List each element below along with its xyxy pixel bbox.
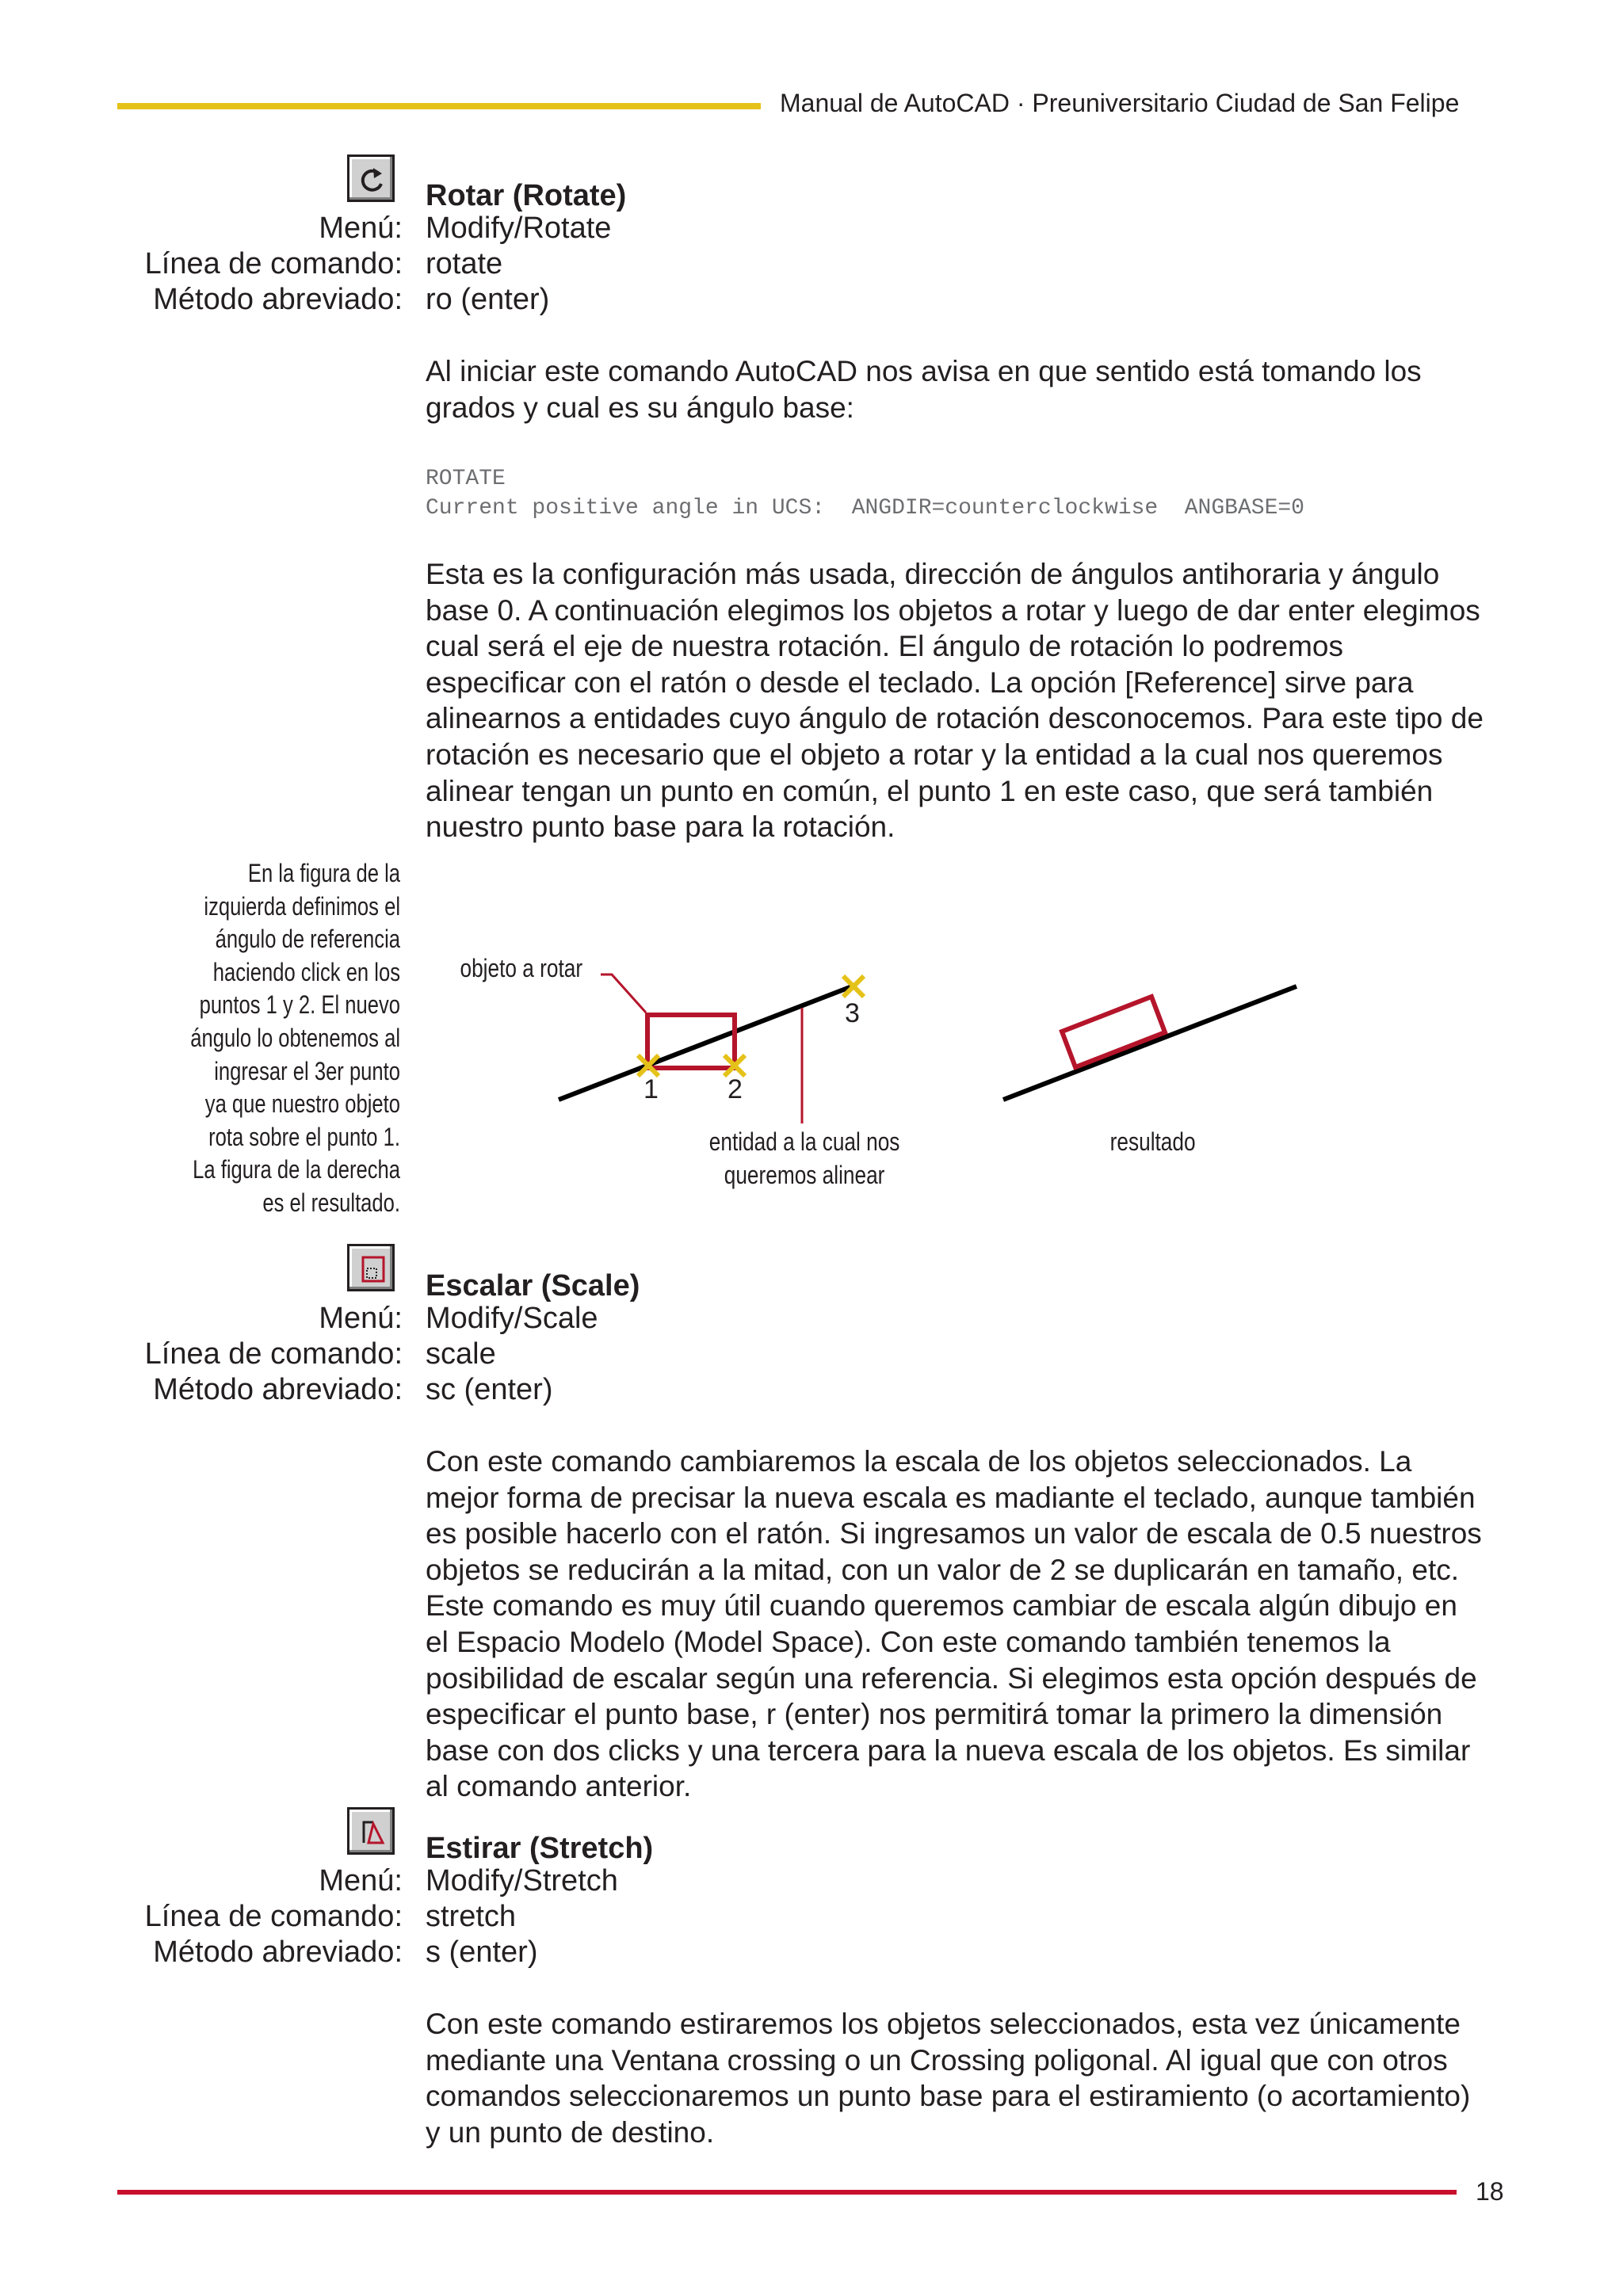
stretch-command-label: Línea de comando:	[144, 1900, 403, 1933]
stretch-body: Con este comando estiraremos los objetos seleccionados, esta vez únicamente mediante una Ventana crossing o un Crossing poligonal. Al igual que con otros comandos seleccionaremos un punto base para el estiramiento (o acortamiento) y un punto de destino.	[426, 2008, 1471, 2149]
figure-alignment-line	[559, 986, 852, 1100]
scale-menu-value: Modify/Scale	[426, 1302, 598, 1335]
figure-point-2: 2	[727, 1074, 743, 1104]
rotate-title: Rotar (Rotate)	[426, 179, 627, 212]
rotate-icon	[347, 154, 395, 202]
page-number: 18	[1476, 2177, 1504, 2206]
scale-command-label: Línea de comando:	[144, 1337, 403, 1371]
figure-point-1: 1	[643, 1074, 659, 1104]
rotate-menu-value: Modify/Rotate	[426, 212, 612, 245]
rotate-shortcut-value: ro (enter)	[426, 283, 550, 316]
stretch-shortcut-label: Método abreviado:	[153, 1936, 403, 1969]
rotate-menu-label: Menú:	[319, 212, 403, 245]
figure-result-line	[1003, 986, 1296, 1100]
rotate-command-value: rotate	[426, 247, 503, 280]
scale-shortcut-label: Método abreviado:	[153, 1373, 403, 1406]
figure-sidenote: En la figura de la izquierda definimos el ángulo de referencia haciendo click en los puntos 1 y 2. El nuevo ángulo lo obtenemos al ingresar el 3er punto ya que nuestro objeto rota sobre el punto 1. La figura de la derecha es el resultado.	[190, 859, 400, 1217]
rotate-figure	[444, 943, 1331, 1204]
rotate-code-line-1: ROTATE	[426, 467, 506, 491]
scale-menu-label: Menú:	[319, 1302, 403, 1335]
footer-rule	[117, 2190, 1457, 2195]
figure-point-3: 3	[845, 998, 860, 1028]
rotate-command-label: Línea de comando:	[144, 247, 403, 280]
scale-title: Escalar (Scale)	[426, 1269, 640, 1302]
stretch-command-value: stretch	[426, 1900, 517, 1933]
figure-label-object: objeto a rotar	[460, 955, 583, 983]
scale-command-value: scale	[426, 1337, 496, 1371]
stretch-shortcut-value: s (enter)	[426, 1936, 538, 1969]
stretch-icon	[347, 1807, 395, 1855]
figure-label-result: resultado	[1109, 1128, 1196, 1157]
rotate-shortcut-label: Método abreviado:	[153, 283, 403, 316]
figure-object-leader	[601, 974, 646, 1013]
header-rule	[117, 103, 761, 109]
scale-icon	[347, 1244, 395, 1291]
stretch-menu-label: Menú:	[319, 1864, 403, 1897]
stretch-title: Estirar (Stretch)	[426, 1832, 654, 1865]
rotate-body: Esta es la configuración más usada, dirección de ángulos antihoraria y ángulo base 0. A continuación elegimos los objetos a rotar y luego de dar enter elegimos cual será el eje de nuestra rotación. El ángulo de rotación lo podremos especificar con el ratón o desde el teclado. La opción [Reference] sirve para alinearnos a entidades cuyo ángulo de rotación desconocemos. Para este tipo de rotación es necesario que el objeto a rotar y la entidad a la cual nos queremos alinear tengan un punto en común, el punto 1 en este caso, que será también nuestro punto base para la rotación.	[426, 558, 1484, 844]
rotate-intro: Al iniciar este comando AutoCAD nos avisa en que sentido está tomando los grados y cual es su ángulo base:	[426, 355, 1422, 424]
figure-label-entity-1: entidad a la cual nos	[708, 1128, 900, 1157]
rotate-code-line-2: Current positive angle in UCS: ANGDIR=counterclockwise ANGBASE=0	[426, 496, 1304, 521]
page-header: Manual de AutoCAD · Preuniversitario Ciudad de San Felipe	[780, 89, 1460, 117]
stretch-menu-value: Modify/Stretch	[426, 1864, 618, 1897]
scale-body: Con este comando cambiaremos la escala de los objetos seleccionados. La mejor forma de precisar la nueva escala es madiante el teclado, aunque también es posible hacerlo con el ratón. Si ingresamos un valor de escala de 0.5 nuestros objetos se reducirán a la mitad, con un valor de 2 se duplicarán en tamaño, etc. Este comando es muy útil cuando queremos cambiar de escala algún dibujo en el Espacio Modelo (Model Space). Con este comando también tenemos la posibilidad de escalar según una referencia. Si elegimos esta opción después de especificar el punto base, r (enter) nos permitirá tomar la primero la dimensión base con dos clicks y una tercera para la nueva escala de los objetos. Es similar al comando anterior.	[426, 1445, 1482, 1803]
figure-label-entity-2: queremos alinear	[724, 1161, 885, 1190]
scale-shortcut-value: sc (enter)	[426, 1373, 553, 1406]
